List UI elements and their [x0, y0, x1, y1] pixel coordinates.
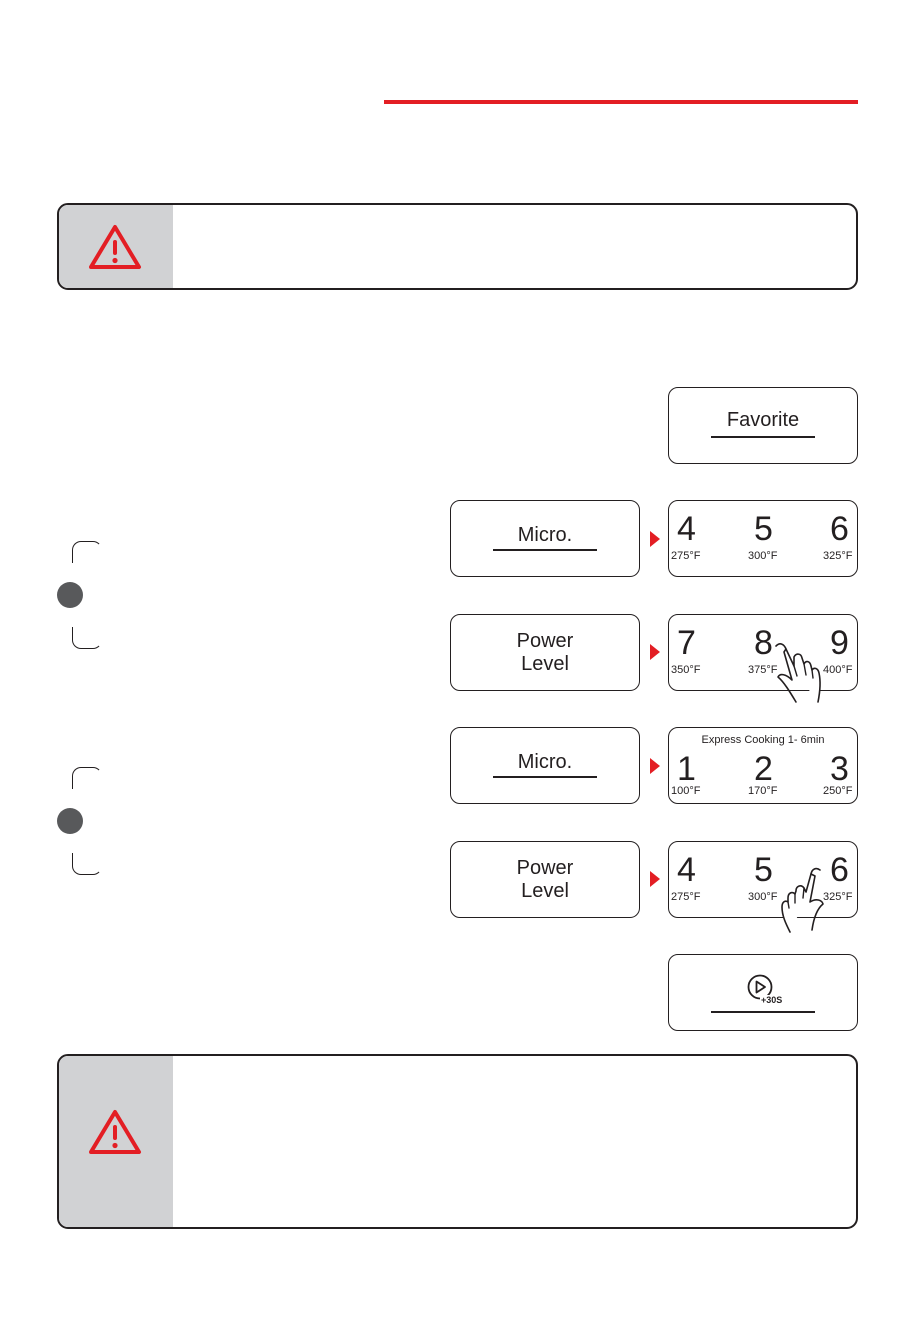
dial-number[interactable]: 4	[677, 510, 696, 548]
power-level-key-2[interactable]	[450, 841, 640, 918]
power-level-label-line-1: Power	[516, 857, 574, 879]
dial-number[interactable]: 5	[754, 510, 773, 548]
temperature-dial-2[interactable]	[668, 614, 858, 691]
dial-number[interactable]: 2	[754, 750, 773, 788]
express-cooking-header: Express Cooking 1- 6min	[701, 734, 825, 746]
pointing-hand-icon	[778, 866, 828, 934]
key-underline	[711, 1011, 815, 1013]
micro-key-label: Micro.	[517, 751, 573, 773]
dial-temperature: 170°F	[748, 785, 778, 797]
dial-number[interactable]: 1	[677, 750, 696, 788]
dial-number[interactable]: 8	[754, 624, 773, 662]
power-level-label-line-1: Power	[516, 630, 574, 652]
power-level-key-1[interactable]	[450, 614, 640, 691]
dial-temperature: 325°F	[823, 891, 853, 903]
step-marker-2	[57, 808, 83, 834]
warning-box-bottom	[57, 1054, 858, 1229]
dial-temperature: 250°F	[823, 785, 853, 797]
key-underline	[493, 776, 597, 778]
dial-number[interactable]: 5	[754, 851, 773, 889]
key-underline	[711, 436, 815, 438]
power-level-label-line-2: Level	[521, 653, 569, 675]
dial-temperature: 100°F	[671, 785, 701, 797]
arrow-right-icon	[650, 758, 660, 774]
start-plus-30s-key[interactable]	[668, 954, 858, 1031]
dial-number[interactable]: 3	[830, 750, 849, 788]
dial-temperature: 350°F	[671, 664, 701, 676]
favorite-key-label: Favorite	[726, 409, 800, 431]
dial-number[interactable]: 6	[830, 851, 849, 889]
step-marker-1	[57, 582, 83, 608]
favorite-key[interactable]	[668, 387, 858, 464]
dial-temperature: 300°F	[748, 891, 778, 903]
plus-30s-label: +30S	[761, 995, 783, 1005]
title-rule	[384, 100, 858, 104]
dial-temperature: 300°F	[748, 550, 778, 562]
dial-temperature: 400°F	[823, 664, 853, 676]
power-level-label-line-2: Level	[521, 880, 569, 902]
dial-number[interactable]: 4	[677, 851, 696, 889]
dial-temperature: 375°F	[748, 664, 778, 676]
warning-box-top	[57, 203, 858, 290]
dial-number[interactable]: 9	[830, 624, 849, 662]
temperature-dial-1[interactable]	[668, 500, 858, 577]
dial-temperature: 275°F	[671, 891, 701, 903]
dial-temperature: 275°F	[671, 550, 701, 562]
express-dial[interactable]	[668, 727, 858, 804]
arrow-right-icon	[650, 644, 660, 660]
micro-key-2[interactable]	[450, 727, 640, 804]
micro-key-1[interactable]	[450, 500, 640, 577]
arrow-right-icon	[650, 531, 660, 547]
warning-icon	[87, 223, 143, 271]
key-underline	[493, 549, 597, 551]
arrow-right-icon	[650, 871, 660, 887]
temperature-dial-4[interactable]	[668, 841, 858, 918]
dial-temperature: 325°F	[823, 550, 853, 562]
micro-key-label: Micro.	[517, 524, 573, 546]
warning-icon	[87, 1108, 143, 1156]
dial-number[interactable]: 6	[830, 510, 849, 548]
dial-number[interactable]: 7	[677, 624, 696, 662]
pointing-hand-icon	[768, 640, 828, 706]
